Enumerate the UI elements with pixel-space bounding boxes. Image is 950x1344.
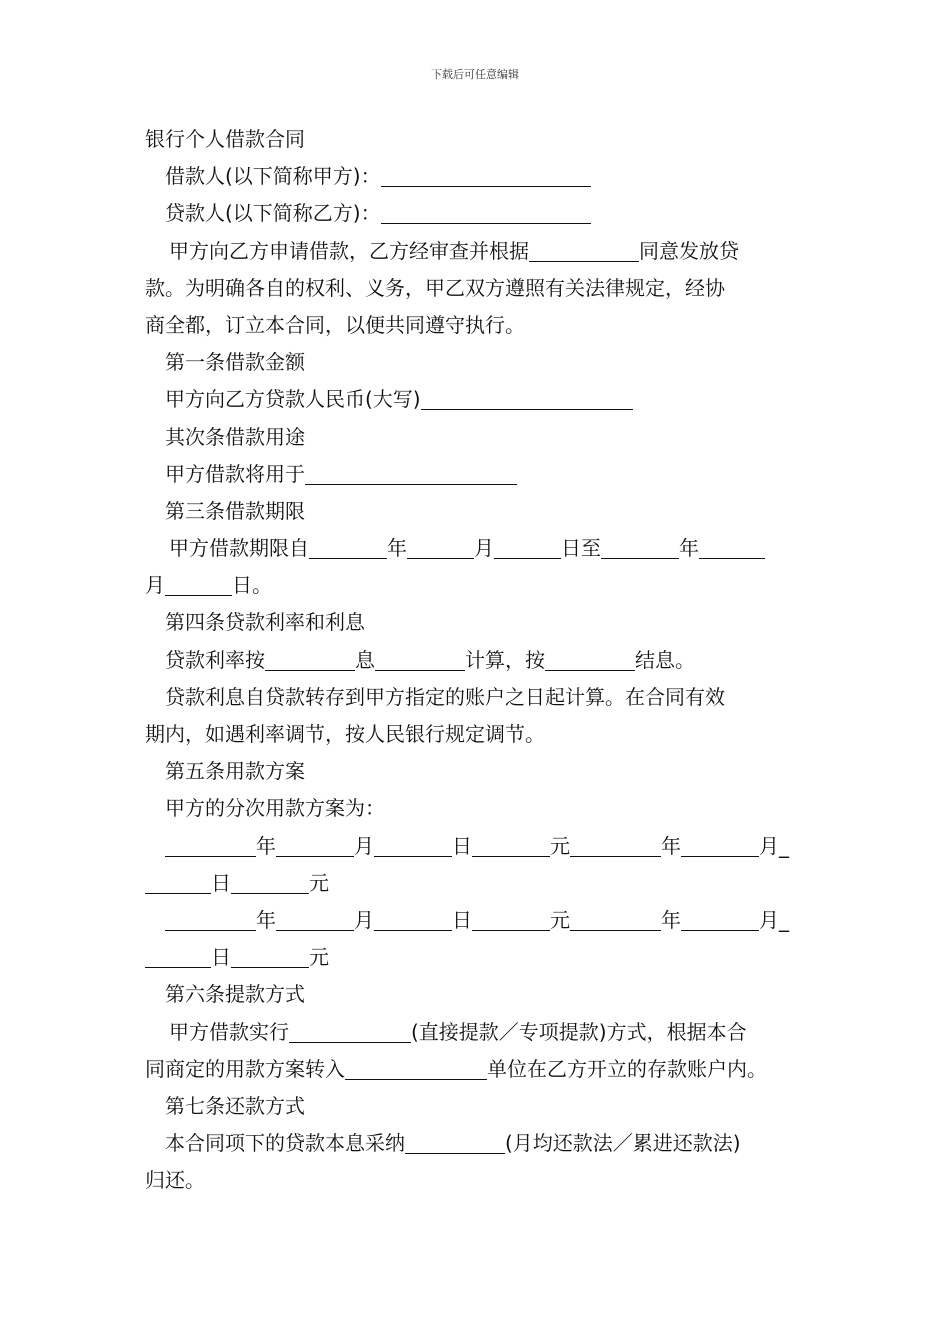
- article-1-text: 甲方向乙方贷款人民币(大写): [165, 387, 421, 412]
- document-title: 银行个人借款合同: [145, 127, 305, 151]
- unit-yuan: 元: [309, 945, 329, 970]
- start-year-field[interactable]: [309, 536, 387, 559]
- unit-to: 至: [581, 536, 601, 561]
- intro-text-b: 同意发放贷: [639, 238, 739, 263]
- header-note: 下载后可任意编辑: [431, 68, 519, 81]
- withdrawal-method-field[interactable]: [289, 1020, 411, 1043]
- intro-line-2: 款。为明确各自的权利、义务，甲乙双方遵照有关法律规定，经协: [145, 275, 725, 300]
- unit-yuan: 元: [550, 833, 570, 858]
- unit-year: 年: [679, 536, 699, 561]
- start-month-field[interactable]: [407, 536, 474, 559]
- schedule-row-2: [145, 902, 815, 939]
- end-day-field[interactable]: [165, 573, 232, 596]
- repayment-method-field[interactable]: [405, 1131, 505, 1154]
- article-4-title: 第四条贷款利率和利息: [165, 610, 365, 635]
- article-3-line: [145, 530, 815, 567]
- unit-day: 日: [452, 833, 472, 858]
- schedule-2-year-field[interactable]: [570, 834, 661, 857]
- loan-purpose-field[interactable]: [305, 462, 517, 485]
- article-2-text: 甲方借款将用于: [165, 461, 305, 486]
- article-6-text-c: 同商定的用款方案转入: [145, 1056, 345, 1081]
- unit-yuan: 元: [550, 907, 570, 932]
- interest-calc-field[interactable]: [375, 648, 465, 671]
- schedule-4-amount-field[interactable]: [231, 945, 309, 968]
- article-7-line-2: 归还。: [145, 1168, 205, 1193]
- recipient-unit-field[interactable]: [345, 1057, 487, 1080]
- article-7-text-a: 本合同项下的贷款本息采纳: [165, 1131, 405, 1156]
- schedule-1-month-field[interactable]: [276, 834, 354, 857]
- article-6-title: 第六条提款方式: [165, 982, 305, 1007]
- article-7-title: 第七条还款方式: [165, 1093, 305, 1118]
- article-6-line-1: [145, 1014, 815, 1051]
- schedule-3-amount-field[interactable]: [472, 908, 550, 931]
- unit-day: 日: [561, 536, 581, 561]
- approval-basis-field[interactable]: [529, 239, 639, 262]
- article-4-text-a: 贷款利率按: [165, 647, 265, 672]
- borrower-line: [145, 158, 815, 195]
- article-4-line: [145, 642, 815, 679]
- schedule-row-1-cont: [145, 865, 815, 902]
- article-6-text-d: 单位在乙方开立的存款账户内。: [487, 1056, 767, 1081]
- unit-month: 月: [145, 573, 165, 598]
- article-3-text: 甲方借款期限自: [169, 536, 309, 561]
- borrower-name-field[interactable]: [381, 164, 591, 187]
- schedule-2-day-field[interactable]: [145, 871, 211, 894]
- intro-line-1: [145, 233, 815, 270]
- intro-text-a: 甲方向乙方申请借款，乙方经审查并根据: [169, 238, 529, 263]
- lender-line: [145, 195, 815, 232]
- unit-year: 年: [661, 833, 681, 858]
- unit-month: 月: [354, 833, 374, 858]
- end-month-field-part[interactable]: [699, 536, 765, 559]
- unit-yuan: 元: [309, 870, 329, 895]
- interest-settlement-field[interactable]: [545, 648, 635, 671]
- unit-year: 年: [387, 536, 407, 561]
- unit-year: 年: [256, 833, 276, 858]
- article-6-text-a: 甲方借款实行: [169, 1019, 289, 1044]
- intro-line-3: 商全都，订立本合同，以便共同遵守执行。: [145, 312, 525, 337]
- article-7-text-b: (月均还款法／累进还款法): [505, 1131, 741, 1156]
- schedule-4-year-field[interactable]: [570, 908, 661, 931]
- unit-month: 月: [354, 907, 374, 932]
- article-3-line-2: [145, 567, 815, 604]
- schedule-3-year-field[interactable]: [165, 908, 256, 931]
- schedule-row-2-cont: [145, 939, 815, 976]
- trailing-underscore: _: [779, 907, 789, 932]
- lender-name-field[interactable]: [381, 201, 591, 224]
- unit-month: 月: [474, 536, 494, 561]
- end-year-field[interactable]: [601, 536, 679, 559]
- unit-day: 日: [211, 870, 231, 895]
- contract-document: [145, 121, 815, 1199]
- article-4-para-2-line-2: 期内，如遇利率调节，按人民银行规定调节。: [145, 722, 545, 746]
- schedule-1-amount-field[interactable]: [472, 834, 550, 857]
- article-4-text-c: 计算，按: [465, 647, 545, 672]
- trailing-underscore: _: [779, 833, 789, 858]
- schedule-1-year-field[interactable]: [165, 834, 256, 857]
- schedule-2-amount-field[interactable]: [231, 871, 309, 894]
- article-7-line-1: [145, 1125, 815, 1162]
- unit-year: 年: [256, 907, 276, 932]
- article-1-title: 第一条借款金额: [165, 350, 305, 375]
- article-3-title: 第三条借款期限: [165, 498, 305, 523]
- unit-day: 日: [232, 573, 252, 598]
- period-mark: 。: [252, 573, 272, 598]
- article-4-text-b: 息: [355, 647, 375, 672]
- interest-rate-basis-field[interactable]: [265, 648, 355, 671]
- article-4-para-2-line-1: 贷款利息自贷款转存到甲方指定的账户之日起计算。在合同有效: [165, 684, 725, 709]
- unit-month: 月: [759, 833, 779, 858]
- schedule-3-day-field[interactable]: [374, 908, 452, 931]
- schedule-4-month-field[interactable]: [681, 908, 759, 931]
- borrower-label: 借款人(以下简称甲方)：: [165, 164, 381, 189]
- article-2-line: [145, 456, 815, 493]
- unit-year: 年: [661, 907, 681, 932]
- article-5-text: 甲方的分次用款方案为：: [165, 796, 385, 821]
- start-day-field[interactable]: [494, 536, 561, 559]
- unit-month: 月: [759, 907, 779, 932]
- article-6-text-b: (直接提款／专项提款)方式，根据本合: [411, 1019, 747, 1044]
- article-5-title: 第五条用款方案: [165, 759, 305, 784]
- article-2-title: 其次条借款用途: [165, 424, 305, 449]
- article-4-text-d: 结息。: [635, 647, 695, 672]
- schedule-1-day-field[interactable]: [374, 834, 452, 857]
- article-1-line: [145, 381, 815, 418]
- article-6-line-2: [145, 1051, 815, 1088]
- loan-amount-field[interactable]: [421, 387, 633, 410]
- schedule-4-day-field[interactable]: [145, 945, 211, 968]
- lender-label: 贷款人(以下简称乙方)：: [165, 201, 381, 226]
- schedule-3-month-field[interactable]: [276, 908, 354, 931]
- unit-day: 日: [452, 907, 472, 932]
- schedule-2-month-field[interactable]: [681, 834, 759, 857]
- schedule-row-1: [145, 828, 815, 865]
- unit-day: 日: [211, 945, 231, 970]
